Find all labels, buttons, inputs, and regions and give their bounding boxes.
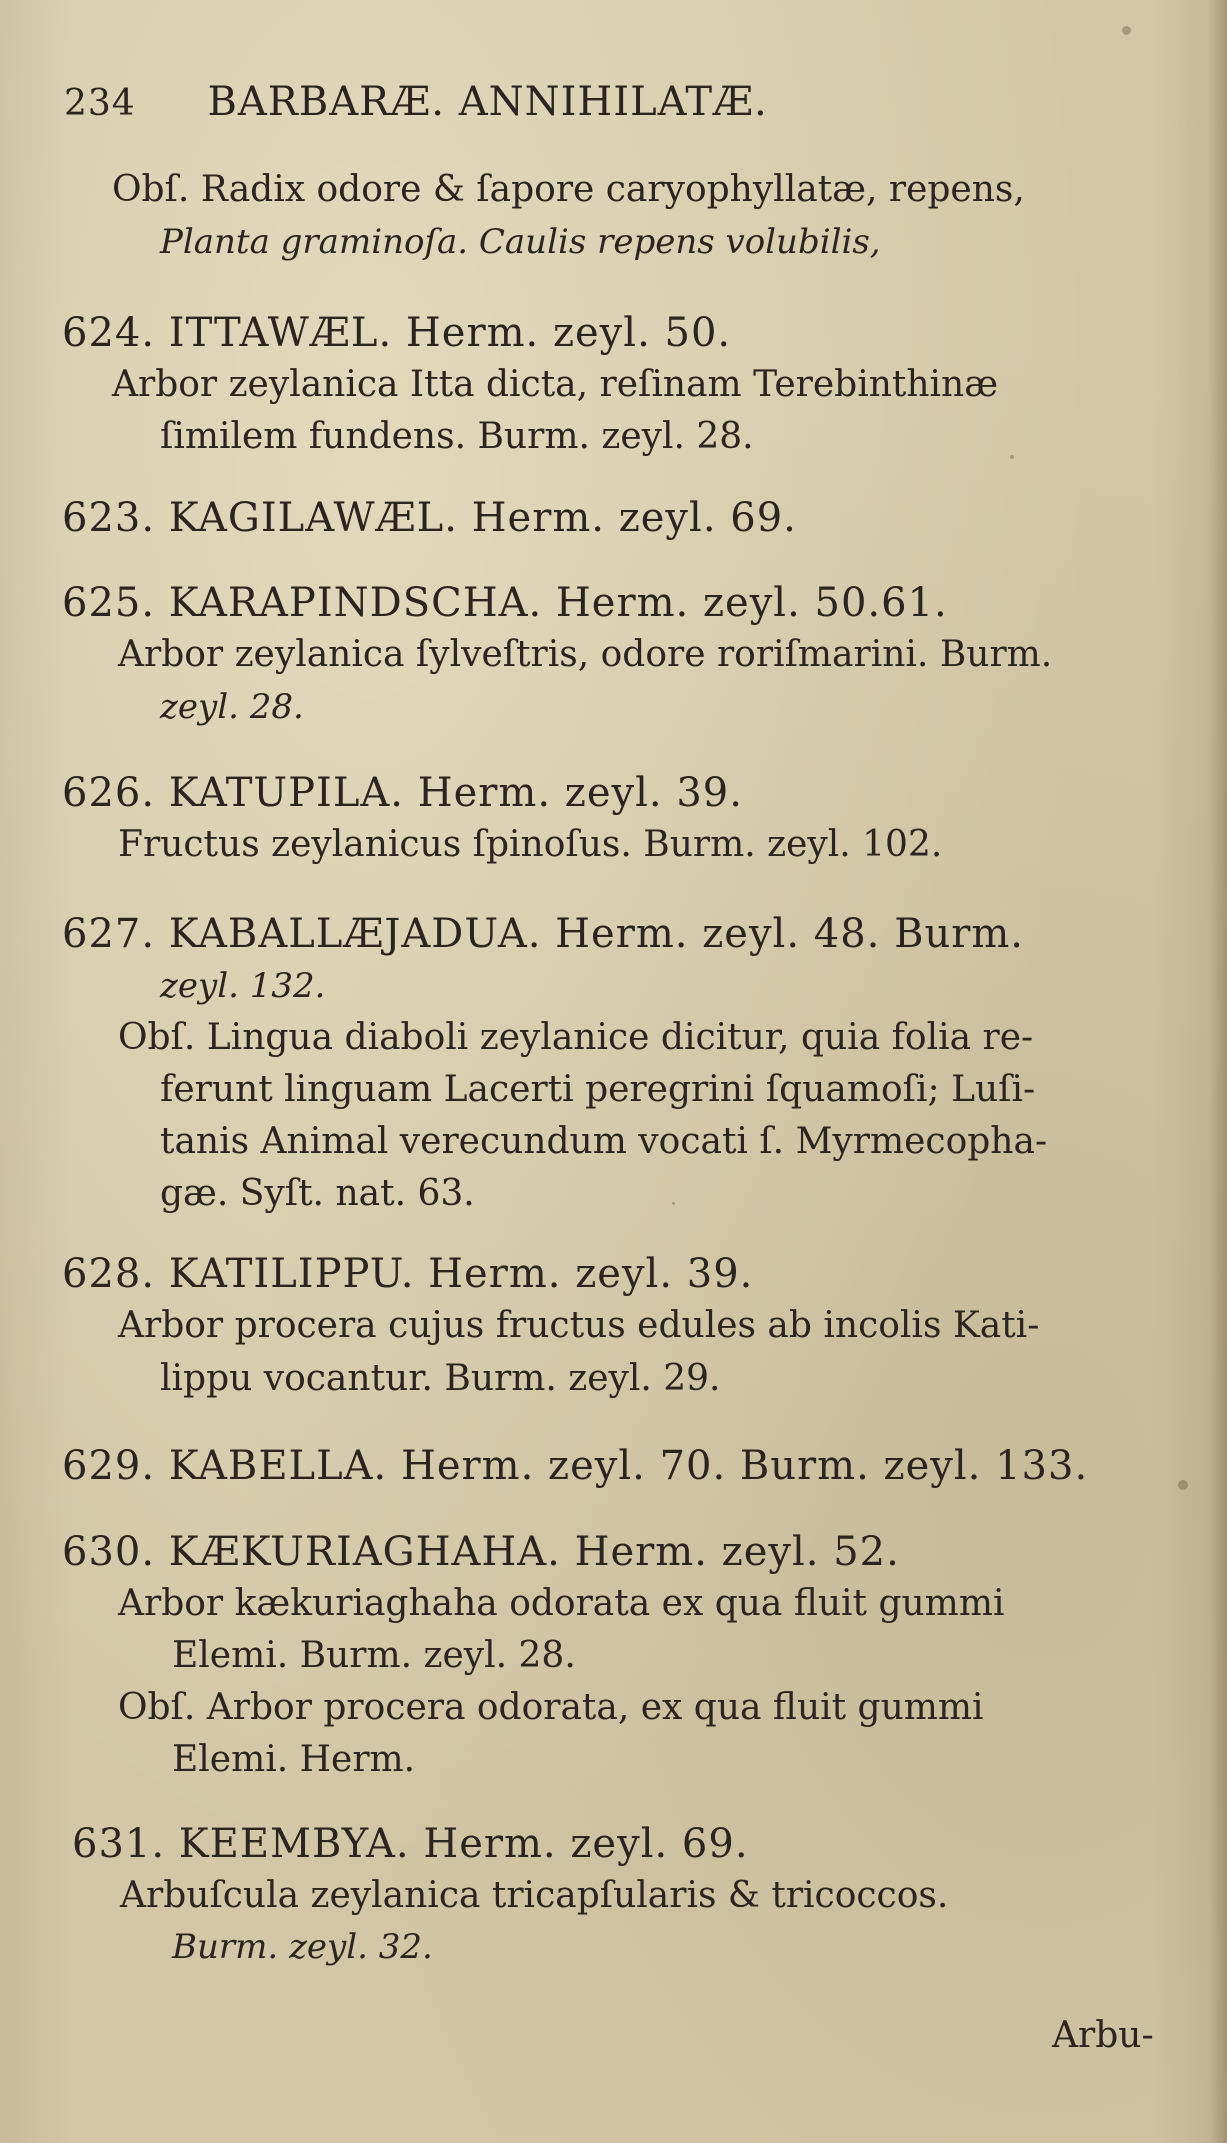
text-line: zeyl. 28. bbox=[160, 687, 304, 727]
text-line: Planta graminoſa. Caulis repens volubilis, bbox=[160, 222, 881, 262]
running-header bbox=[64, 79, 768, 125]
entry-heading: 626. KATUPILA. Herm. zeyl. 39. bbox=[62, 770, 743, 816]
catchword: Arbu- bbox=[1052, 2015, 1154, 2056]
entry-heading: 629. KABELLA. Herm. zeyl. 70. Burm. zeyl. 133. bbox=[62, 1443, 1089, 1489]
text-line: lippu vocantur. Burm. zeyl. 29. bbox=[160, 1358, 721, 1399]
page-number: 234 bbox=[64, 83, 136, 124]
entry-heading: 627. KABALLÆJADUA. Herm. zeyl. 48. Burm. bbox=[62, 911, 1025, 957]
text-line: Fructus zeylanicus ſpinoſus. Burm. zeyl. 102. bbox=[118, 824, 943, 865]
text-line: Arbor kækuriaghaha odorata ex qua fluit gummi bbox=[118, 1583, 1005, 1624]
text-line: Burm. zeyl. 32. bbox=[172, 1927, 433, 1967]
text-line: Elemi. Burm. zeyl. 28. bbox=[172, 1635, 576, 1676]
paper-speck bbox=[1122, 26, 1131, 35]
text-line: Arbor zeylanica Itta dicta, reſinam Terebinthinæ bbox=[112, 364, 999, 405]
entry-heading: 630. KÆKURIAGHAHA. Herm. zeyl. 52. bbox=[62, 1529, 900, 1575]
text-line: Obſ. Arbor procera odorata, ex qua fluit gummi bbox=[118, 1687, 984, 1728]
entry-heading: 631. KEEMBYA. Herm. zeyl. 69. bbox=[72, 1821, 749, 1867]
text-line: zeyl. 132. bbox=[160, 966, 326, 1006]
text-line: Arbuſcula zeylanica tricapſularis & tricoccos. bbox=[120, 1875, 949, 1916]
text-line: ferunt linguam Lacerti peregrini ſquamoſi; Luſi- bbox=[160, 1069, 1036, 1110]
entry-heading: 628. KATILIPPU. Herm. zeyl. 39. bbox=[62, 1251, 754, 1297]
entry-heading: 624. ITTAWÆL. Herm. zeyl. 50. bbox=[62, 310, 732, 356]
text-line: tanis Animal verecundum vocati ſ. Myrmecopha- bbox=[160, 1121, 1048, 1162]
entry-heading: 625. KARAPINDSCHA. Herm. zeyl. 50.61. bbox=[62, 580, 948, 626]
text-line: Arbor procera cujus fructus edules ab incolis Kati- bbox=[118, 1305, 1040, 1346]
paper-speck bbox=[672, 1202, 675, 1205]
page-edge-shadow bbox=[1209, 0, 1227, 2143]
text-line: Arbor zeylanica ſylveſtris, odore roriſmarini. Burm. bbox=[118, 634, 1053, 675]
text-line: gæ. Syſt. nat. 63. bbox=[160, 1173, 475, 1214]
entry-heading: 623. KAGILAWÆL. Herm. zeyl. 69. bbox=[62, 495, 797, 541]
running-title: BARBARÆ. ANNIHILATÆ. bbox=[207, 79, 768, 125]
text-line: ſimilem fundens. Burm. zeyl. 28. bbox=[160, 416, 754, 457]
text-line: Elemi. Herm. bbox=[172, 1739, 416, 1780]
paper-speck bbox=[1010, 455, 1014, 459]
paper-speck bbox=[1178, 1480, 1188, 1490]
text-line: Obſ. Radix odore & ſapore caryophyllatæ, repens, bbox=[112, 169, 1025, 210]
text-line: Obſ. Lingua diaboli zeylanice dicitur, quia folia re- bbox=[118, 1017, 1034, 1058]
